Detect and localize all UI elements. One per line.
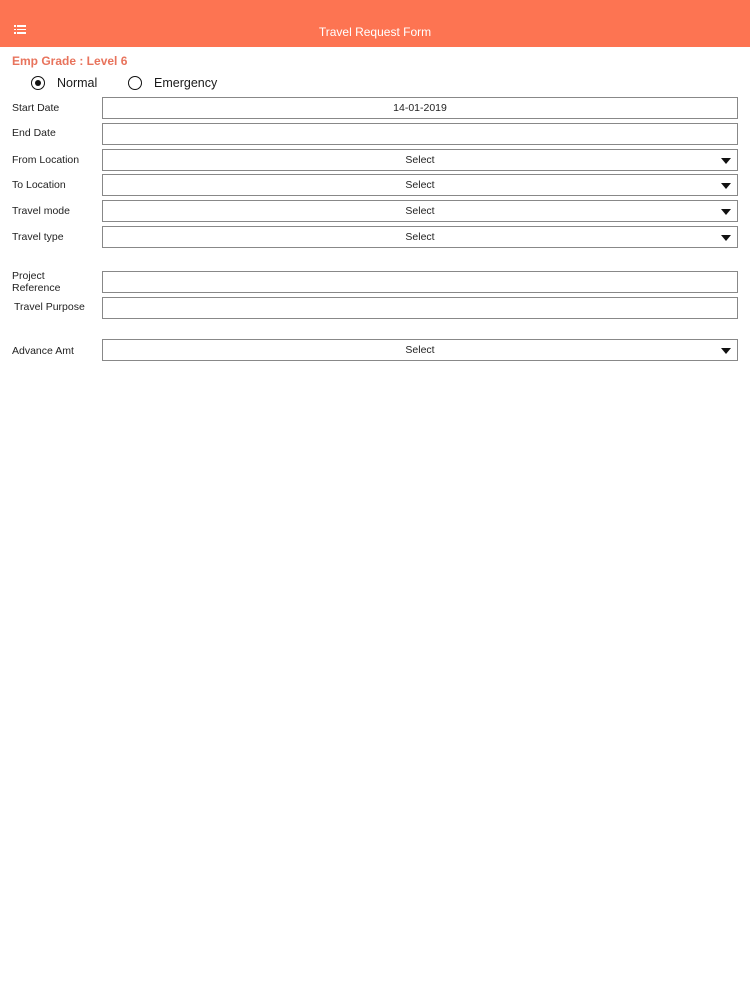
dropdown-arrow-icon[interactable] — [721, 158, 731, 164]
end-date-field[interactable] — [102, 123, 738, 145]
travel-purpose-input[interactable] — [102, 297, 738, 319]
emp-grade-label: Emp Grade : Level 6 — [12, 54, 128, 68]
radio-selected-icon[interactable] — [31, 76, 45, 90]
to-location-value: Select — [405, 179, 435, 191]
radio-emergency[interactable] — [128, 76, 217, 90]
radio-normal[interactable] — [31, 76, 97, 90]
dropdown-arrow-icon[interactable] — [721, 348, 731, 354]
travel-mode-value: Select — [405, 205, 435, 217]
start-date-label: Start Date — [12, 102, 60, 114]
advance-amt-select[interactable] — [102, 339, 738, 361]
radio-normal-label: Normal — [57, 76, 98, 90]
to-location-label: To Location — [12, 179, 66, 191]
top-nav-bar — [0, 0, 750, 47]
dropdown-arrow-icon[interactable] — [721, 183, 731, 189]
start-date-field[interactable] — [102, 97, 738, 119]
travel-type-select[interactable] — [102, 226, 738, 248]
travel-type-value: Select — [405, 231, 435, 243]
from-location-select[interactable] — [102, 149, 738, 171]
radio-unselected-icon[interactable] — [128, 76, 142, 90]
from-location-label: From Location — [12, 154, 80, 166]
project-reference-label: Project Reference — [12, 270, 61, 294]
from-location-value: Select — [405, 154, 435, 166]
travel-mode-select[interactable] — [102, 200, 738, 222]
end-date-label: End Date — [12, 127, 56, 139]
radio-emergency-label: Emergency — [154, 76, 218, 90]
advance-amt-value: Select — [405, 344, 435, 356]
dropdown-arrow-icon[interactable] — [721, 235, 731, 241]
advance-amt-label: Advance Amt — [12, 345, 74, 357]
page-title: Travel Request Form — [318, 24, 432, 39]
to-location-select[interactable] — [102, 174, 738, 196]
travel-purpose-label: Travel Purpose — [14, 301, 85, 313]
travel-mode-label: Travel mode — [12, 205, 70, 217]
dropdown-arrow-icon[interactable] — [721, 209, 731, 215]
project-reference-input[interactable] — [102, 271, 738, 293]
start-date-value: 14-01-2019 — [393, 102, 447, 114]
hamburger-menu-icon[interactable] — [14, 25, 26, 34]
travel-type-label: Travel type — [12, 231, 64, 243]
